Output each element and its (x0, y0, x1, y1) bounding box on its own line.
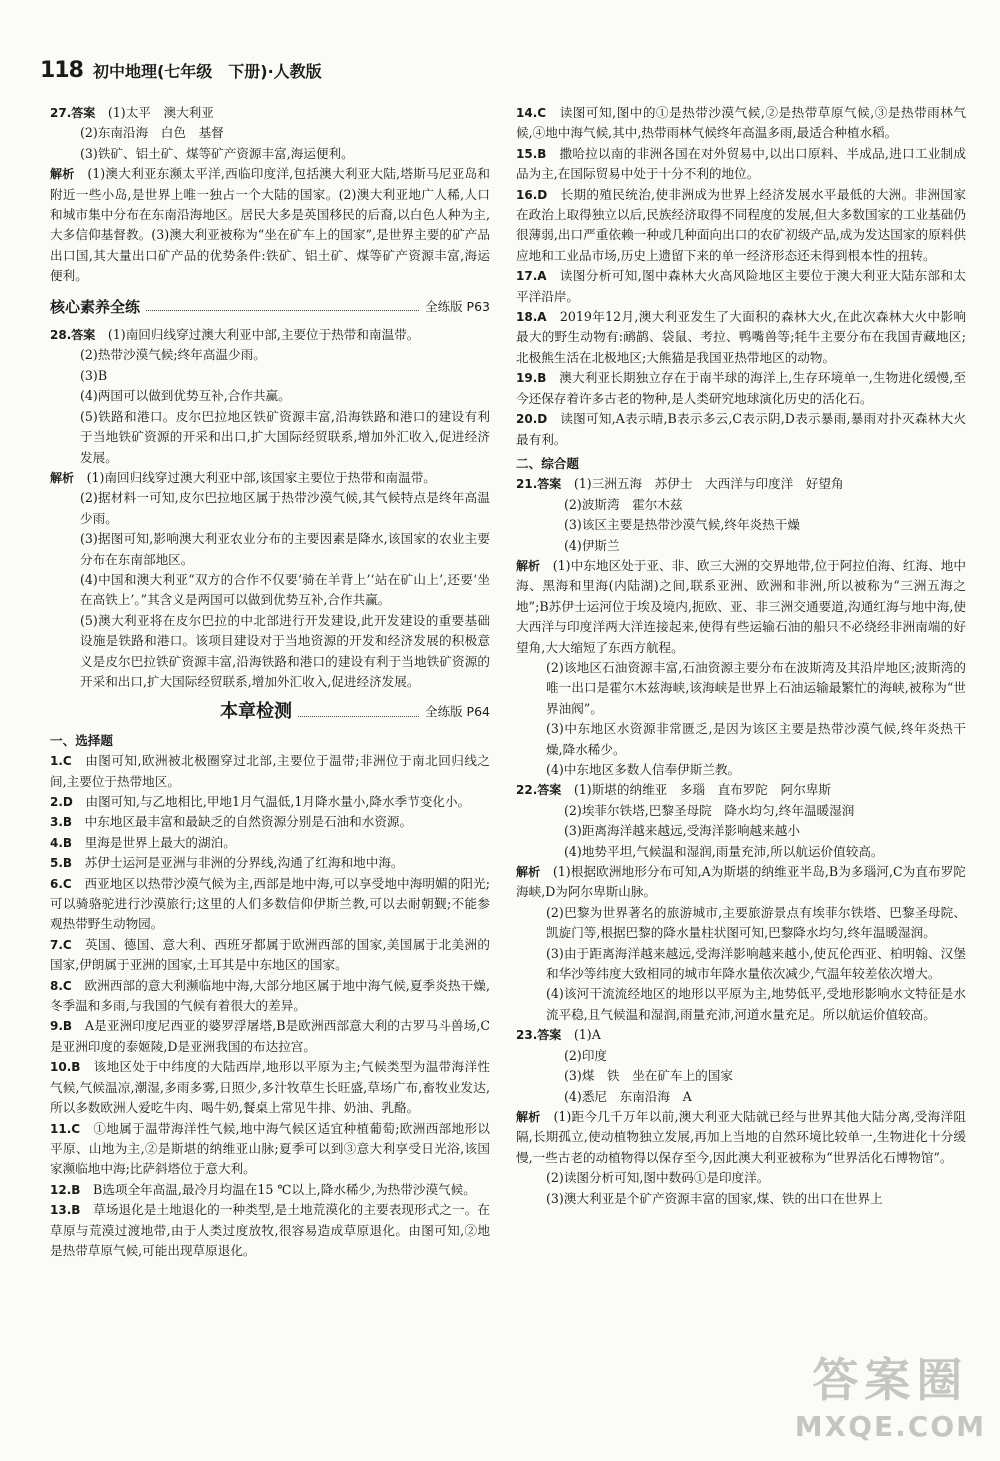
analysis-label: 解析 (516, 1109, 541, 1124)
choice-answers-continued (516, 103, 966, 450)
analysis-label: 解析 (50, 470, 75, 485)
left-column (50, 103, 490, 1261)
watermark (795, 1344, 986, 1443)
section-title: 本章检测 (220, 701, 292, 723)
list-item: 11.C ①地属于温带海洋性气候,地中海气候区适宜种植葡萄;欧洲西部地形以平原、山地为主,②是斯堪的纳维亚山脉;夏季可以到③意大利享受日光浴,该国家濒临地中海;比萨斜塔位于意大利。 (50, 1120, 491, 1177)
list-item: 20.D 读图可知,A表示晴,B表示多云,C表示阴,D表示暴雨,暴雨对扑灭森林大火最有利。 (516, 411, 967, 447)
page-number: 118 (40, 58, 83, 83)
watermark-text: 答案圈 (812, 1353, 969, 1407)
answer-22: 22.答案 (1)斯堪的纳维亚 多瑙 直布罗陀 阿尔卑斯 (2)埃菲尔铁塔,巴黎圣母院 降水均匀,终年温暖湿润 (3)距离海洋越来越远,受海洋影响越来越小 (4)地势平坦,气候温和湿润,雨量充沛,所以航运价值较高。 解析 (1)根据欧洲地形分布可知,A为斯堪的纳维亚半岛,B为多瑙河,C为直布罗陀海峡,D为阿尔卑斯山脉。 (2)巴黎为世界著名的旅游城市,主要旅游景点有埃菲尔铁塔、巴黎圣母院、凯旋门等,根据巴黎的降水量柱状图可知,巴黎降水均匀,终年温暖湿润。 (3)由于距离海洋越来越远,受海洋影响越来越小,使瓦伦西亚、柏明翰、汉堡和华沙等纬度大致相同的城市年降水量依次减少,气温年较差依次增大。 (4)该河干流流经地区的地形以平原为主,地势低平,受地形影响水文特征是水流平稳,且气候温和湿润,雨量充沛,河道水量充足。所以航运价值较高。 (516, 782, 966, 1022)
answer-28: 28.答案 (1)南回归线穿过澳大利亚中部,主要位于热带和南温带。 (2)热带沙漠气候;终年高温少雨。 (3)B (4)两国可以做到优势互补,合作共赢。 (5)铁路和港口。皮尔巴拉地区铁矿资源丰富,沿海铁路和港口的建设有利于当地铁矿资源的开采和出口,扩大国际经贸联系,增加外汇收入,促进经济发展。 解析 (1)南回归线穿过澳大利亚中部,该国家主要位于热带和南温带。 (2)据材料一可知,皮尔巴拉地区属于热带沙漠气候,其气候特点是终年高温少雨。 (3)据图可知,影响澳大利亚农业分布的主要因素是降水,该国家的农业主要分布在东南部地区。 (4)中国和澳大利亚“双方的合作不仅要‘骑在羊背上’‘站在矿山上’,还要‘坐在高铁上’。”其含义是两国可以做到优势互补,合作共赢。 (5)澳大利亚将在皮尔巴拉的中北部进行开发建设,此开发建设的重要基础设施是铁路和港口。该项目建设对于当地资源的开发和经济发展的积极意义是皮尔巴拉铁矿资源丰富,沿海铁路和港口的建设有利于当地铁矿资源的开采和出口,扩大国际经贸联系,增加外汇收入,促进经济发展。 (50, 327, 490, 689)
watermark-url: MXQE.COM (794, 1410, 986, 1443)
section-title: 核心素养全练 (50, 297, 141, 316)
list-item: 18.A 2019年12月,澳大利亚发生了大面积的森林大火,在此次森林大火中影响最大的野生动物有:鸸鹋、袋鼠、考拉、鸭嘴兽等;牦牛主要分布在我国青藏地区;北极熊生活在北极地区;大熊猫是我国亚热带地区的动物。 (516, 309, 966, 365)
part-heading: 一、选择题 (50, 732, 113, 748)
list-item: 8.C 欧洲西部的意大利濒临地中海,大部分地区属于地中海气候,夏季炎热干燥,冬季温和多雨,与我国的气候有着很大的差异。 (50, 977, 490, 1014)
list-item: 17.A 读图分析可知,图中森林大火高风险地区主要位于澳大利亚大陆东部和太平洋沿岸。 (516, 268, 966, 304)
list-item: 5.B 苏伊士运河是亚洲与非洲的分界线,沟通了红海和地中海。 (50, 855, 404, 871)
question-number: 23.答案 (516, 1028, 562, 1043)
choice-answers (50, 751, 490, 1261)
section-heading-core (50, 297, 490, 317)
list-item: 9.B A是亚洲印度尼西亚的婆罗浮屠塔,B是欧洲西部意大利的古罗马斗兽场,C是亚洲印度的泰姬陵,D是亚洲我国的布达拉宫。 (50, 1018, 490, 1054)
part-heading: 二、综合题 (516, 455, 579, 471)
list-item: 6.C 西亚地区以热带沙漠气候为主,西部是地中海,可以享受地中海明媚的阳光;可以骑骆驼进行沙漠旅行;这里的人们多数信仰伊斯兰教,可以去耐朝觐;不能参观热带野生动物园。 (50, 875, 491, 932)
page-header (40, 58, 322, 88)
list-item: 16.D 长期的殖民统治,使非洲成为世界上经济发展水平最低的大洲。非洲国家在政治上取得独立以后,民族经济取得不同程度的发展,但大多数国家的工业基础仍很薄弱,出口严重依赖一种或几种面向出口的农矿初级产品,成为发达国家的原料供应地和工业品市场,历史上遗留下来的单一经济形态还未得到根本性的扭转。 (516, 186, 966, 263)
question-number: 21.答案 (516, 477, 562, 492)
list-item: 13.B 草场退化是土地退化的一种类型,是土地荒漠化的主要表现形式之一。在草原与荒漠过渡地带,由于人类过度放牧,很容易造成草原退化。由图可知,②地是热带草原气候,可能出现草原退化。 (50, 1202, 490, 1258)
answer-27: 27.答案 (1)太平 澳大利亚 (2)东南沿海 白色 基督 (3)铁矿、铝土矿、煤等矿产资源丰富,海运便利。 解析 (1)澳大利亚东濒太平洋,西临印度洋,包括澳大利亚大陆,塔斯马尼亚岛和附近一些小岛,是世界上唯一独占一个大陆的国家。(2)澳大利亚地广人稀,人口和城市集中分布在东南沿海地区。居民大多是英国移民的后裔,以白色人种为主,大多信仰基督教。(3)澳大利亚被称为“坐在矿车上的国家”,是世界主要的矿产品出口国,其大量出口矿产品的优势条件:铁矿、铝土矿、煤等矿产资源丰富,海运便利。 (50, 105, 490, 284)
list-item: 7.C 英国、德国、意大利、西班牙都属于欧洲西部的国家,美国属于北美洲的国家,伊朗属于亚洲的国家,土耳其是中东地区的国家。 (50, 936, 490, 973)
analysis-label: 解析 (516, 865, 541, 880)
section-dotted-rule (146, 302, 419, 311)
question-number: 22.答案 (516, 783, 562, 798)
question-number: 27.答案 (50, 106, 96, 120)
answer-21: 21.答案 (1)三洲五海 苏伊士 大西洋与印度洋 好望角 (2)波斯湾 霍尔木兹 (3)该区主要是热带沙漠气候,终年炎热干燥 (4)伊斯兰 解析 (1)中东地区处于亚、非、欧三大洲的交界地带,位于阿拉伯海、红海、地中海、黑海和里海(内陆湖)之间,联系亚洲、欧洲和非洲,所以被称为“三洲五海之地”;B苏伊士运河位于埃及境内,扼欧、亚、非三洲交通要道,沟通红海与地中海,使大西洋与印度洋两大洋连接起来,使得有些运输石油的船只不必绕经非洲南端的好望角,大大缩短了东西方航程。 (2)该地区石油资源丰富,石油资源主要分布在波斯湾及其沿岸地区;波斯湾的唯一出口是霍尔木兹海峡,该海峡是世界上石油运输最繁忙的海峡,被称为“世界油阀”。 (3)中东地区水资源非常匮乏,是因为该区主要是热带沙漠气候,终年炎热干燥,降水稀少。 (4)中东地区多数人信奉伊斯兰教。 (516, 476, 967, 777)
list-item: 15.B 撒哈拉以南的非洲各国在对外贸易中,以出口原料、半成品,进口工业制成品为主,在国际贸易中处于十分不利的地位。 (516, 145, 967, 182)
section-dotted-rule (298, 708, 419, 717)
list-item: 1.C 由图可知,欧洲被北极圈穿过北部,主要位于温带;非洲位于南北回归线之间,主要位于热带地区。 (50, 753, 491, 789)
list-item: 2.D 由图可知,与乙地相比,甲地1月气温低,1月降水量小,降水季节变化小。 (50, 794, 471, 809)
list-item: 3.B 中东地区最丰富和最缺乏的自然资源分别是石油和水资源。 (50, 814, 413, 830)
question-number: 28.答案 (50, 328, 96, 343)
list-item: 14.C 读图可知,图中的①是热带沙漠气候,②是热带草原气候,③是热带雨林气候,④地中海气候,其中,热带雨林气候终年高温多雨,最适合种植水稻。 (516, 105, 966, 141)
analysis-label: 解析 (50, 167, 75, 182)
right-column (516, 103, 966, 1209)
list-item: 12.B B选项全年高温,最冷月均温在15 ℃以上,降水稀少,为热带沙漠气候。 (50, 1181, 476, 1197)
section-page-ref: 全练版 P64 (425, 704, 490, 720)
section-page-ref: 全练版 P63 (425, 298, 490, 314)
book-title: 初中地理(七年级 下册)·人教版 (92, 62, 322, 81)
analysis-label: 解析 (516, 558, 541, 573)
list-item: 19.B 澳大利亚长期独立存在于南半球的海洋上,生存环境单一,生物进化缓慢,至今还保存着许多古老的物种,是人类研究地球演化历史的活化石。 (516, 370, 966, 406)
list-item: 10.B 该地区处于中纬度的大陆西岸,地形以平原为主;气候类型为温带海洋性气候,气候温凉,潮湿,多雨多雾,日照少,多汁牧草生长旺盛,草场广布,畜牧业发达,所以多数欧洲人爱吃牛肉、喝牛奶,餐桌上常见牛排、奶油、乳酪。 (50, 1059, 491, 1116)
section-heading-chapter-test (50, 702, 490, 722)
answer-23: 23.答案 (1)A (2)印度 (3)煤 铁 坐在矿车上的国家 (4)悉尼 东南沿海 A 解析 (1)距今几千万年以前,澳大利亚大陆就已经与世界其他大陆分离,受海洋阻隔,长期孤立,使动植物独立发展,再加上当地的自然环境比较单一,生物进化十分缓慢,一些古老的动植物得以保存至今,因此澳大利亚被称为“世界活化石博物馆”。 (2)读图分析可知,图中数码①是印度洋。 (3)澳大利亚是个矿产资源丰富的国家,煤、铁的出口在世界上 (516, 1027, 966, 1206)
list-item: 4.B 里海是世界上最大的湖泊。 (50, 834, 236, 850)
